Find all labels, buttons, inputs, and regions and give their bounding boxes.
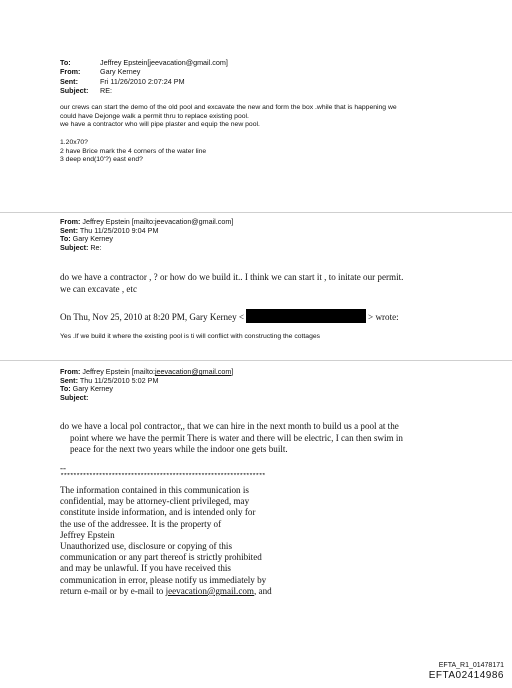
disclaimer-line: Jeffrey Epstein xyxy=(60,529,115,540)
disclaimer-line: and may be unlawful. If you have received this xyxy=(60,563,231,574)
divider xyxy=(0,212,512,213)
list-item: 3 deep end(10'?) east end? xyxy=(60,156,143,164)
email-1-body xyxy=(60,104,500,130)
quoted-reply: Yes .If we build it where the existing pool is ti will conflict with constructing the cottages xyxy=(60,332,321,340)
body-line: our crews can start the demo of the old pool and excavate the new and form the box .while that is happening we xyxy=(60,104,397,112)
body-line: peace for the next two years while the indoor one gets built. xyxy=(70,443,288,454)
email-1 xyxy=(60,58,500,165)
from-suffix: ] xyxy=(231,367,234,376)
body-line: we can excavate , etc xyxy=(60,283,137,294)
email-1-list xyxy=(60,139,500,165)
sent-value: Thu 11/25/2010 5:02 PM xyxy=(79,375,159,385)
sent-value: Fri 11/26/2010 2:07:24 PM xyxy=(100,76,185,86)
quote-prefix: On Thu, Nov 25, 2010 at 8:20 PM, Gary Kerney < xyxy=(60,311,245,322)
disclaimer-email-link[interactable]: jeevacation@gmail.com xyxy=(165,585,254,596)
from-email-link[interactable]: jeevacation@gmail.com xyxy=(154,367,232,376)
disclaimer-line: communication or any part thereof is strictly prohibited xyxy=(60,552,262,563)
to-label: To: xyxy=(60,234,71,244)
body-line: we have a contractor who will pipe plaster and equip the new pool. xyxy=(60,121,260,129)
email-1-header xyxy=(60,58,500,95)
body-line: could have Dejonge walk a permit thru to replace existing pool. xyxy=(60,112,249,120)
separator-stars: **************************************************************** xyxy=(60,472,265,481)
sent-label: Sent: xyxy=(60,76,78,86)
sent-value: Thu 11/25/2010 9:04 PM xyxy=(79,225,159,235)
email-2-header xyxy=(60,218,505,252)
from-label: From: xyxy=(60,217,81,226)
disclaimer-last-suffix: , and xyxy=(253,585,272,596)
body-line: point where we have the permit There is water and there will be electric, I can then swim in xyxy=(70,432,403,443)
redaction-box xyxy=(246,309,366,323)
subject-label: Subject: xyxy=(60,392,89,402)
signature-dash: -- xyxy=(60,462,66,473)
bates-id-2: EFTA02414986 xyxy=(428,670,504,681)
body-line: do we have a local pol contractor,, that we can hire in the next month to build us a pool at the xyxy=(60,421,399,432)
email-3-header xyxy=(60,368,505,402)
to-value: Jeffrey Epstein[jeevacation@gmail.com] xyxy=(100,58,228,67)
subject-label: Subject: xyxy=(60,242,89,252)
disclaimer-line: constitute inside information, and is intended only for xyxy=(60,507,256,518)
email-3 xyxy=(60,368,505,597)
from-prefix: Jeffrey Epstein [mailto: xyxy=(82,367,155,376)
disclaimer-line-last xyxy=(60,586,360,597)
from-label: From: xyxy=(60,67,81,77)
subject-value: RE: xyxy=(100,85,112,95)
sent-label: Sent: xyxy=(60,375,78,385)
quote-suffix: > wrote: xyxy=(368,311,399,322)
body-line: do we have a contractor , ? or how do we build it.. I think we can start it , to initate our permit. xyxy=(60,272,404,283)
disclaimer-last-prefix: return e-mail or by e-mail to xyxy=(60,585,166,596)
email-2 xyxy=(60,218,505,341)
sent-label: Sent: xyxy=(60,225,78,235)
disclaimer-line: confidential, may be attorney-client privileged, may xyxy=(60,496,250,507)
bates-id-1: EFTA_R1_01478171 xyxy=(438,662,504,669)
email-3-body xyxy=(60,421,505,455)
disclaimer-line: the use of the addressee. It is the property of xyxy=(60,518,222,529)
disclaimer xyxy=(60,485,360,597)
to-label: To: xyxy=(60,384,71,394)
subject-label: Subject: xyxy=(60,85,89,95)
disclaimer-line: communication in error, please notify us immediately by xyxy=(60,574,267,585)
quote-attribution xyxy=(60,309,505,323)
list-item: 1.20x70? xyxy=(60,138,88,146)
list-item: 2 have Brice mark the 4 corners of the water line xyxy=(60,147,207,155)
from-label: From: xyxy=(60,367,81,376)
from-value: Gary Kerney xyxy=(100,67,141,77)
divider xyxy=(0,360,512,361)
disclaimer-line: The information contained in this communication is xyxy=(60,484,249,495)
to-value: Gary Kerney xyxy=(72,234,113,244)
to-value: Gary Kerney xyxy=(72,384,113,394)
bates-footer xyxy=(429,661,504,681)
email-2-body xyxy=(60,272,505,294)
subject-value: Re: xyxy=(90,242,102,252)
from-value: Jeffrey Epstein [mailto:jeevacation@gmail.com] xyxy=(82,217,234,226)
to-label: To: xyxy=(60,58,71,67)
disclaimer-line: Unauthorized use, disclosure or copying of this xyxy=(60,541,232,551)
